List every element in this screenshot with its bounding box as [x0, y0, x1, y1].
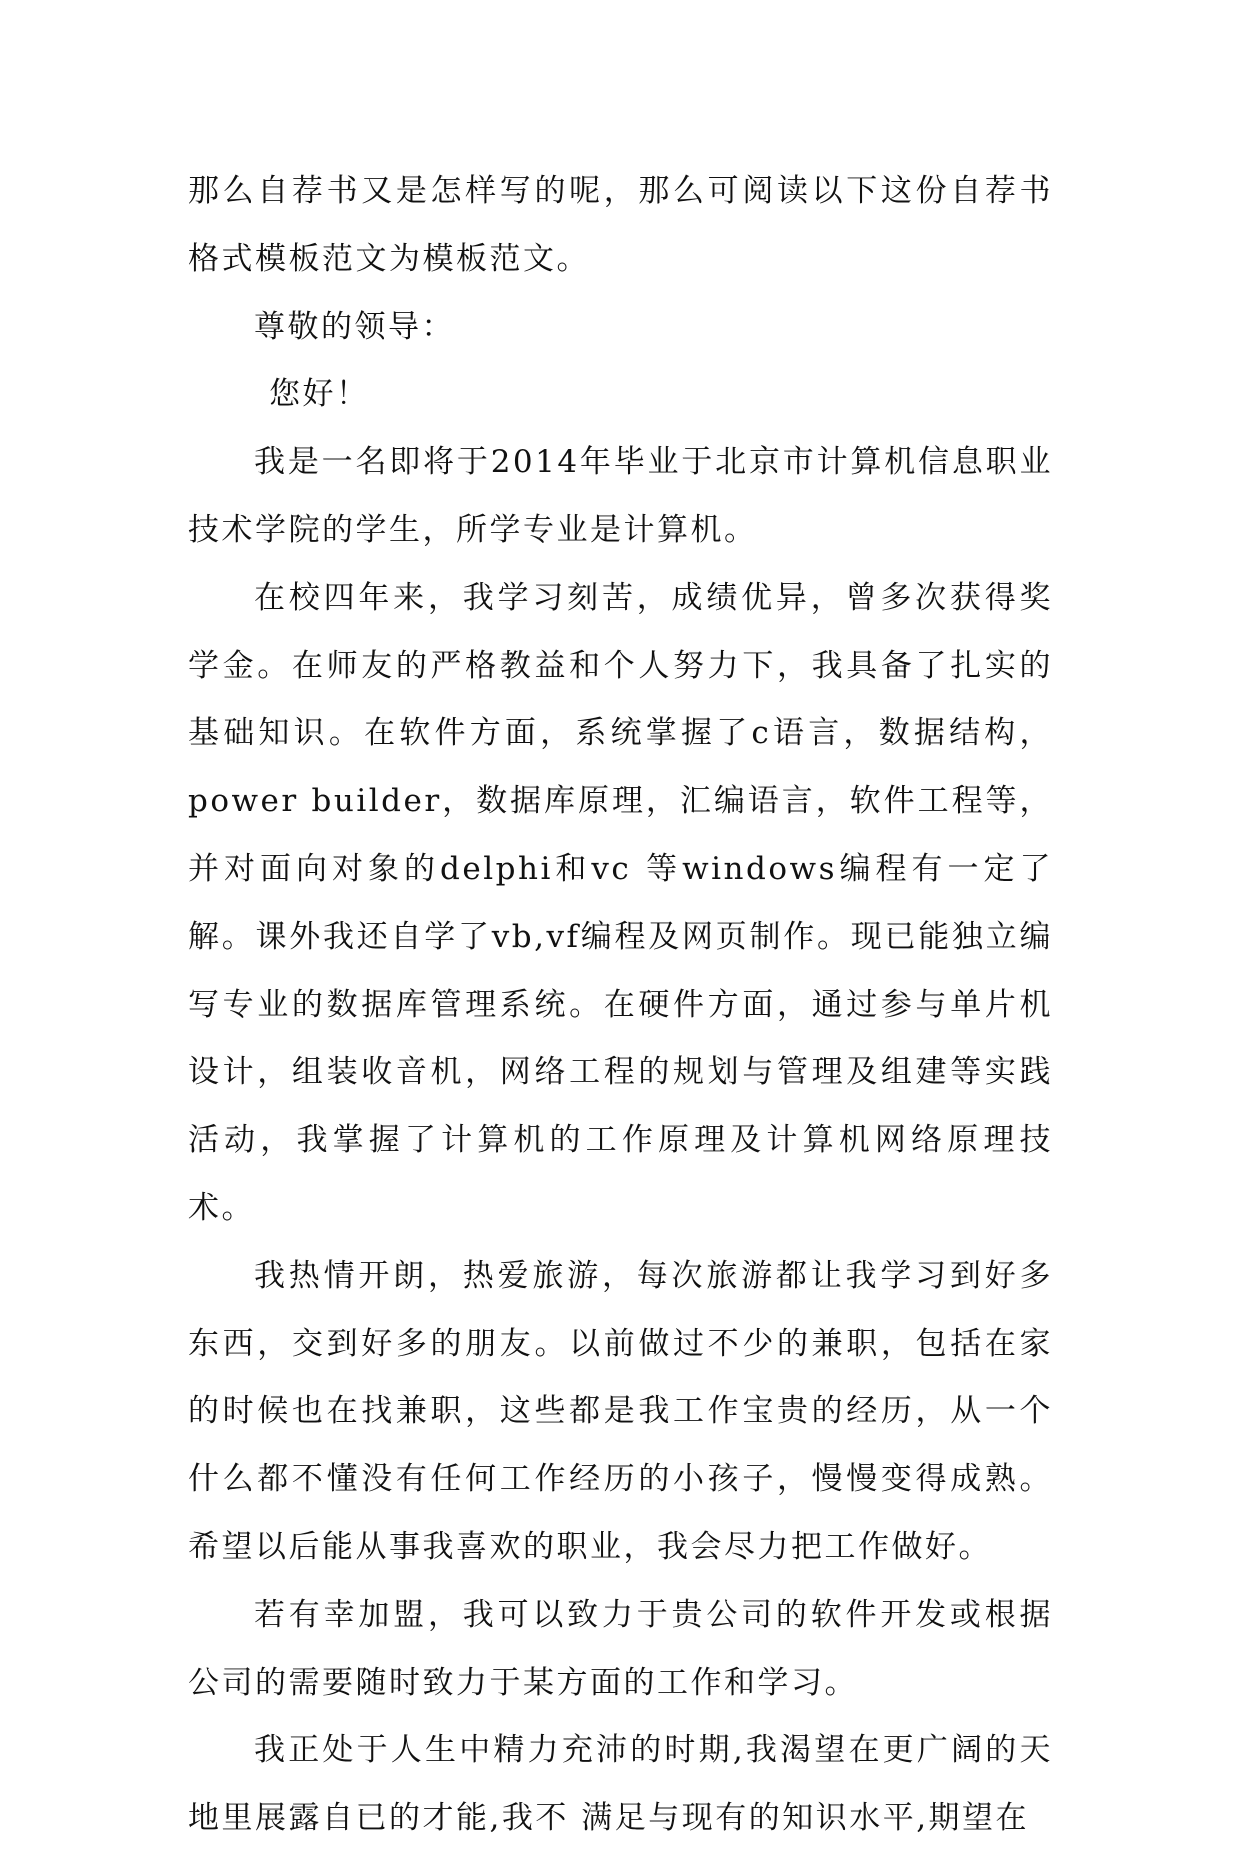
- paragraph-closing-partial: 我正处于人生中精力充沛的时期,我渴望在更广阔的天地里展露自已的才能,我不 满足与现有的知识水平,期望在: [188, 1732, 1053, 1837]
- intro-paragraph: 那么自荐书又是怎样写的呢，那么可阅读以下这份自荐书格式模板范文为模板范文。: [188, 173, 1053, 277]
- greeting: 您好！: [269, 376, 370, 413]
- paragraph-introduction: 我是一名即将于2014年毕业于北京市计算机信息职业技术学院的学生，所学专业是计算机。: [188, 444, 1053, 548]
- paragraph-skills: 在校四年来，我学习刻苦，成绩优异，曾多次获得奖学金。在师友的严格教益和个人努力下，我具备了扎实的基础知识。在软件方面，系统掌握了c语言，数据结构，power builder，数据库原理，汇编语言，软件工程等，并对面向对象的delphi和vc 等windows编程有一定了解。课外我还自学了vb,vf编程及网页制作。现已能独立编写专业的数据库管理系统。在硬件方面，通过参与单片机设计，组装收音机，网络工程的规划与管理及组建等实践活动，我掌握了计算机的工作原理及计算机网络原理技术。: [188, 579, 1053, 1226]
- paragraph-aspiration: 若有幸加盟，我可以致力于贵公司的软件开发或根据公司的需要随时致力于某方面的工作和学习。: [188, 1596, 1053, 1701]
- paragraph-personality: 我热情开朗，热爱旅游，每次旅游都让我学习到好多东西，交到好多的朋友。以前做过不少的兼职，包括在家的时候也在找兼职，这些都是我工作宝贵的经历，从一个什么都不懂没有任何工作经历的小孩子，慢慢变得成熟。希望以后能从事我喜欢的职业，我会尽力把工作做好。: [188, 1257, 1053, 1565]
- salutation: 尊敬的领导：: [254, 308, 455, 345]
- letter-body: [188, 158, 1053, 1853]
